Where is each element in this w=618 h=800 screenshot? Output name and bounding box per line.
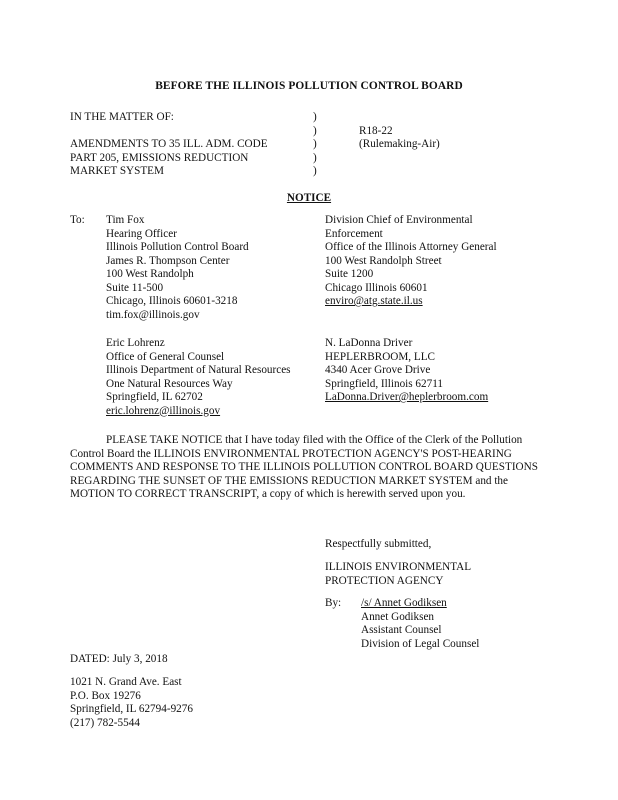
recipient-line: Division Chief of Environmental	[325, 214, 473, 226]
caption-bracket: )	[313, 138, 317, 150]
recipient-line: HEPLERBROOM, LLC	[325, 350, 436, 363]
caption-right	[359, 125, 440, 152]
signer-division: Division of Legal Counsel	[361, 637, 480, 650]
signer-name: Annet Godiksen	[361, 610, 435, 623]
signature-org	[325, 561, 471, 588]
notice-paragraph-text: PLEASE TAKE NOTICE that I have today filed with the Office of the Clerk of the Pollution Control Board the ILLINOIS ENVIRONMENTAL PROTECTION AGENCY'S POST-HEARING COMMENTS AND RESPONSE TO THE ILLINOIS POLLUTION CONTROL BOARD QUESTIONS REGARDING THE SUNSET OF THE EMISSIONS REDUCTION MARKET SYSTEM and the MOTION TO CORRECT TRANSCRIPT, a copy of which is herewith served upon you.	[70, 434, 538, 500]
document-title: BEFORE THE ILLINOIS POLLUTION CONTROL BOARD	[155, 80, 463, 92]
recipient-line: 100 West Randolph	[106, 268, 194, 280]
recipient-line: Suite 11-500	[106, 281, 164, 294]
recipient-line: Eric Lohrenz	[106, 337, 165, 349]
caption-left-line: PART 205, EMISSIONS REDUCTION	[70, 151, 249, 164]
recipient-line: Illinois Pollution Control Board	[106, 241, 249, 253]
caption-brackets	[313, 111, 317, 179]
address-line: Springfield, IL 62794-9276	[70, 703, 193, 715]
address-line: 1021 N. Grand Ave. East	[70, 676, 182, 688]
dated-line: DATED: July 3, 2018	[70, 653, 168, 665]
recipient-line: Hearing Officer	[106, 227, 177, 240]
recipient-email: tim.fox@illinois.gov	[106, 308, 200, 321]
address-line: P.O. Box 19276	[70, 689, 141, 702]
recipient-line: Office of the Illinois Attorney General	[325, 241, 497, 253]
recipient-email-link[interactable]: LaDonna.Driver@heplerbroom.com	[325, 391, 489, 403]
recipient-eric-lohrenz	[106, 337, 291, 418]
recipient-line: 4340 Acer Grove Drive	[325, 364, 431, 376]
recipient-line: James R. Thompson Center	[106, 254, 230, 267]
recipient-ladonna-driver	[325, 337, 488, 405]
signature-org-line: PROTECTION AGENCY	[325, 574, 444, 587]
recipient-line: Tim Fox	[106, 214, 145, 226]
recipient-line: Chicago Illinois 60601	[325, 281, 428, 294]
caption-bracket: )	[313, 165, 317, 177]
caption-left-line: IN THE MATTER OF:	[70, 111, 174, 123]
recipient-line: Springfield, IL 62702	[106, 391, 203, 403]
caption-left-line: MARKET SYSTEM	[70, 165, 164, 177]
agency-address	[70, 676, 193, 730]
caption-bracket: )	[313, 151, 317, 164]
docket-type: (Rulemaking-Air)	[359, 138, 440, 150]
caption-left	[70, 111, 268, 179]
recipient-line: Enforcement	[325, 227, 383, 240]
caption-bracket: )	[313, 111, 317, 123]
docket-number: R18-22	[359, 124, 393, 137]
signer-role: Assistant Counsel	[361, 624, 442, 636]
caption-left-line: AMENDMENTS TO 35 ILL. ADM. CODE	[70, 138, 268, 150]
recipient-line: Chicago, Illinois 60601-3218	[106, 295, 238, 307]
recipient-line: N. LaDonna Driver	[325, 337, 413, 349]
signature-org-line: ILLINOIS ENVIRONMENTAL	[325, 561, 472, 573]
recipient-tim-fox	[106, 214, 249, 322]
notice-paragraph	[70, 434, 540, 502]
caption-bracket: )	[313, 124, 317, 137]
address-phone: (217) 782-5544	[70, 716, 140, 729]
notice-heading: NOTICE	[286, 192, 332, 204]
caption-left-line	[70, 125, 268, 139]
recipient-email-link[interactable]: enviro@atg.state.il.us	[325, 295, 423, 307]
recipient-line: One Natural Resources Way	[106, 377, 233, 390]
to-label: To:	[70, 214, 85, 226]
by-label: By:	[325, 597, 342, 609]
closing: Respectfully submitted,	[325, 538, 432, 550]
recipient-line: Springfield, Illinois 62711	[325, 377, 443, 390]
recipient-line: Suite 1200	[325, 268, 374, 280]
signature-signed: /s/ Annet Godiksen	[361, 597, 447, 609]
recipient-line: Office of General Counsel	[106, 350, 225, 363]
signature-block	[361, 597, 479, 651]
recipient-attorney-general	[325, 214, 497, 309]
recipient-email-link[interactable]: eric.lohrenz@illinois.gov	[106, 404, 221, 417]
recipient-line: Illinois Department of Natural Resources	[106, 364, 291, 376]
recipient-line: 100 West Randolph Street	[325, 254, 442, 267]
